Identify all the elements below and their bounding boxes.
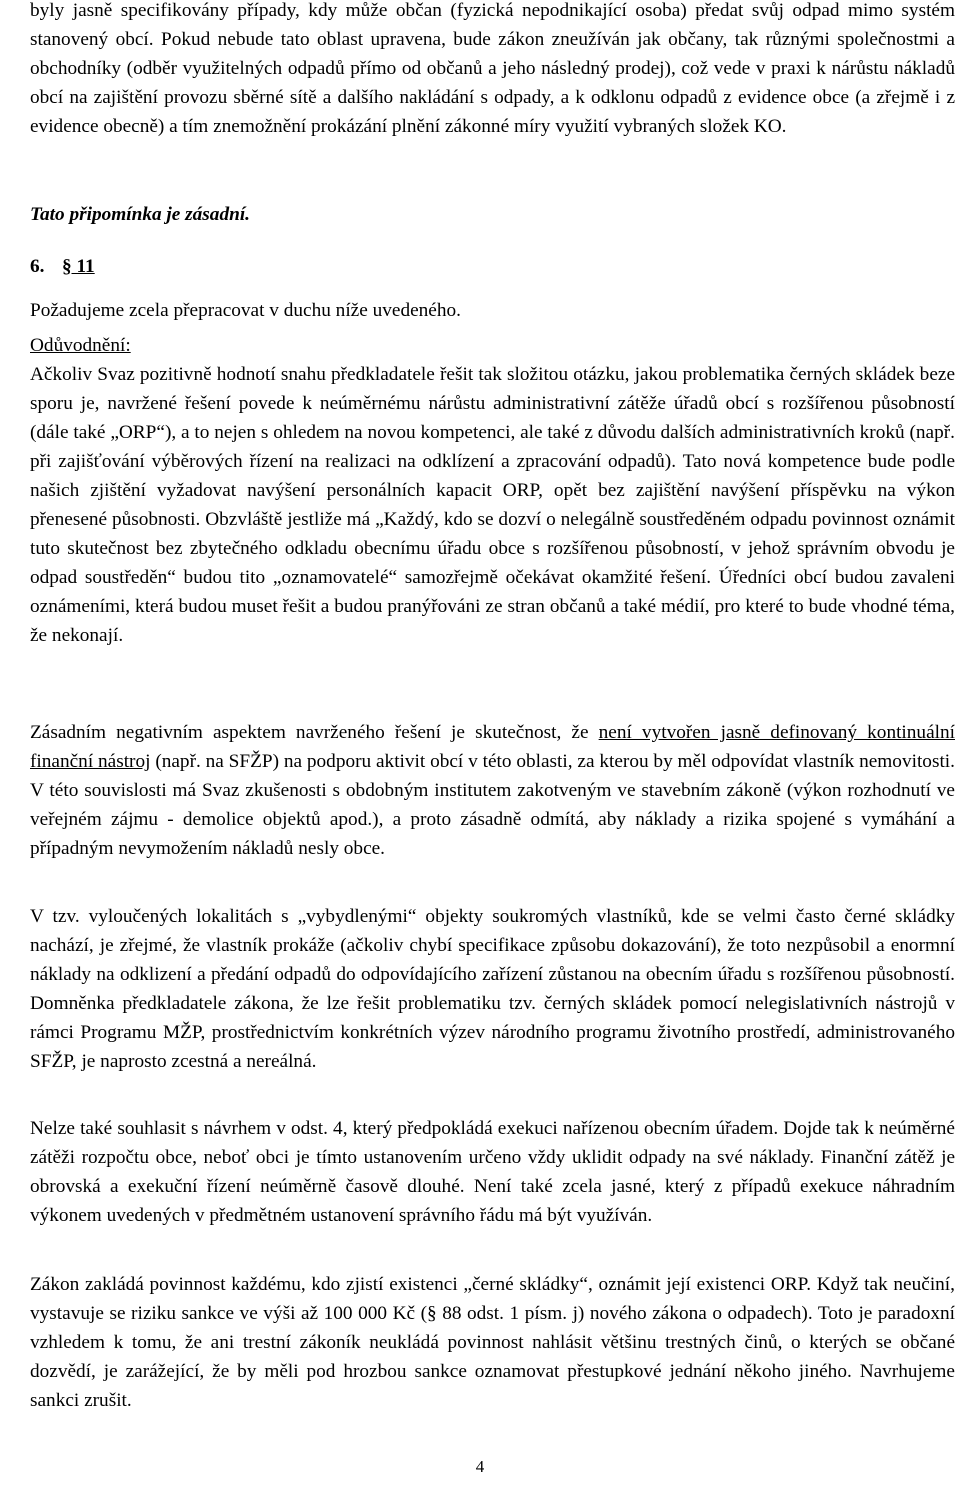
- paragraph-financial-instrument: [30, 718, 955, 863]
- p2-end: (např. na SFŽP) na podporu aktivit obcí v této oblasti, za kterou by měl odpovídat vlastník nemovitosti. V této souvislosti má Svaz zkušenosti s obdobným institutem zakotveným ve stavebním zákoně (výkon rozhodnutí ve veřejném zájmu - demolice objektů apod.), a proto zásadně odmítá, aby náklady a rizika spojené s vymáhání a případným nevymožením nákladů nesly obce.: [30, 751, 955, 859]
- reasoning-label: [30, 331, 955, 360]
- section-request: Požadujeme zcela přepracovat v duchu níže uvedeného.: [30, 300, 461, 321]
- reasoning-label-text: Odůvodnění:: [30, 335, 131, 356]
- page-number: 4: [475, 1457, 485, 1476]
- intro-paragraph: byly jasně specifikovány případy, kdy může občan (fyzická nepodnikající osoba) předat svůj odpad mimo systém stanovený obcí. Pokud nebude tato oblast upravena, bude zákon zneužíván jak občany, tak různými společnostmi a obchodníky (odběr využitelných odpadů přímo od občanů a jeho následný prodej), což vede v praxi k nárůstu nákladů obcí na zajištění provozu sběrné sítě a dalšího nakládání s odpady, a k odklonu odpadů z evidence obce (a zřejmě i z evidence obecně) a tím znemožnění prokázání plnění zákonné míry využití vybraných složek KO.: [30, 0, 955, 137]
- section-symbol: § 11: [62, 256, 95, 277]
- paragraph-sanction: Zákon zakládá povinnost každému, kdo zjistí existenci „černé skládky“, oznámit její existenci ORP. Když tak neučiní, vystavuje se riziku sankce ve výši až 100 000 Kč (§ 88 odst. 1 písm. j) nového zákona o odpadech). Toto je paradoxní vzhledem k tomu, že ani trestní zákoník neukládá povinnost nahlásit většinu trestných činů, o kterých se občané dozvědí, je zarážející, že by měli pod hrozbou sankce oznamovat přestupkové jednání někoho jiného. Navrhujeme sankci zrušit.: [30, 1274, 955, 1411]
- section-number: 6.: [30, 256, 45, 277]
- section-heading: [30, 252, 95, 281]
- paragraph-admin-burden: Ačkoliv Svaz pozitivně hodnotí snahu předkladatele řešit tak složitou otázku, jakou problematika černých skládek beze sporu je, navržené řešení povede k neúměrnému nárůstu administrativní zátěže úřadů obcí s rozšířenou působností (dále také „ORP“), a to nejen s ohledem na novou kompetenci, ale také z důvodu dalších administrativních kroků (např. při zajišťování výběrových řízení na realizaci na odklízení a zpracování odpadů). Tato nová kompetence bude podle našich zjištění vyžadovat navýšení personálních kapacit ORP, opět bez zajištění navýšení příspěvku na výkon přenesené působnosti. Obzvláště jestliže má „Každý, kdo se dozví o nelegálně soustředěném odpadu povinnost oznámit tuto skutečnost bez zbytečného odkladu obecnímu úřadu obce s rozšířenou působností, v jehož správním obvodu je odpad soustředěn“ budou tito „oznamovatelé“ samozřejmě očekávat okamžité řešení. Úředníci obcí budou zavaleni oznámeními, která budou muset řešit a budou pranýřováni ze stran občanů a také médií, pro které to bude vhodné téma, že nekonají.: [30, 364, 955, 646]
- paragraph-execution: Nelze také souhlasit s návrhem v odst. 4, který předpokládá exekuci nařízenou obecním úřadem. Dojde tak k neúměrné zátěži rozpočtu obce, neboť obci je tímto ustanovením určeno vždy uklidit odpady na své náklady. Finanční zátěž je obrovská a exekuční řízení neúměrně časově dlouhé. Není také zcela jasné, který z případů exekuce náhradním výkonem uvedených v předmětném ustanovení správního řádu má být využíván.: [30, 1118, 955, 1226]
- p2-underlined: není vytvořen jasně definovaný kontinuální finanční nástroj: [30, 722, 955, 772]
- p2-start: Zásadním negativním aspektem navrženého řešení je skutečnost, že: [30, 722, 599, 743]
- paragraph-excluded-localities: V tzv. vyloučených lokalitách s „vybydlenými“ objekty soukromých vlastníků, kde se velmi často černé skládky nachází, je zřejmé, že vlastník prokáže (ačkoliv chybí specifikace způsobu dokazování), že toto nezpůsobil a enormní náklady na odklizení a předání odpadů do odpovídajícího zařízení zůstanou na obecním úřadu s rozšířenou působností. Domněnka předkladatele zákona, že lze řešit problematiku tzv. černých skládek pomocí nelegislativních nástrojů v rámci Programu MŽP, prostřednictvím konkrétních výzev národního programu životního prostředí, administrovaného SFŽP, je naprosto zcestná a nereálná.: [30, 906, 955, 1072]
- principal-comment-note: Tato připomínka je zásadní.: [30, 204, 250, 225]
